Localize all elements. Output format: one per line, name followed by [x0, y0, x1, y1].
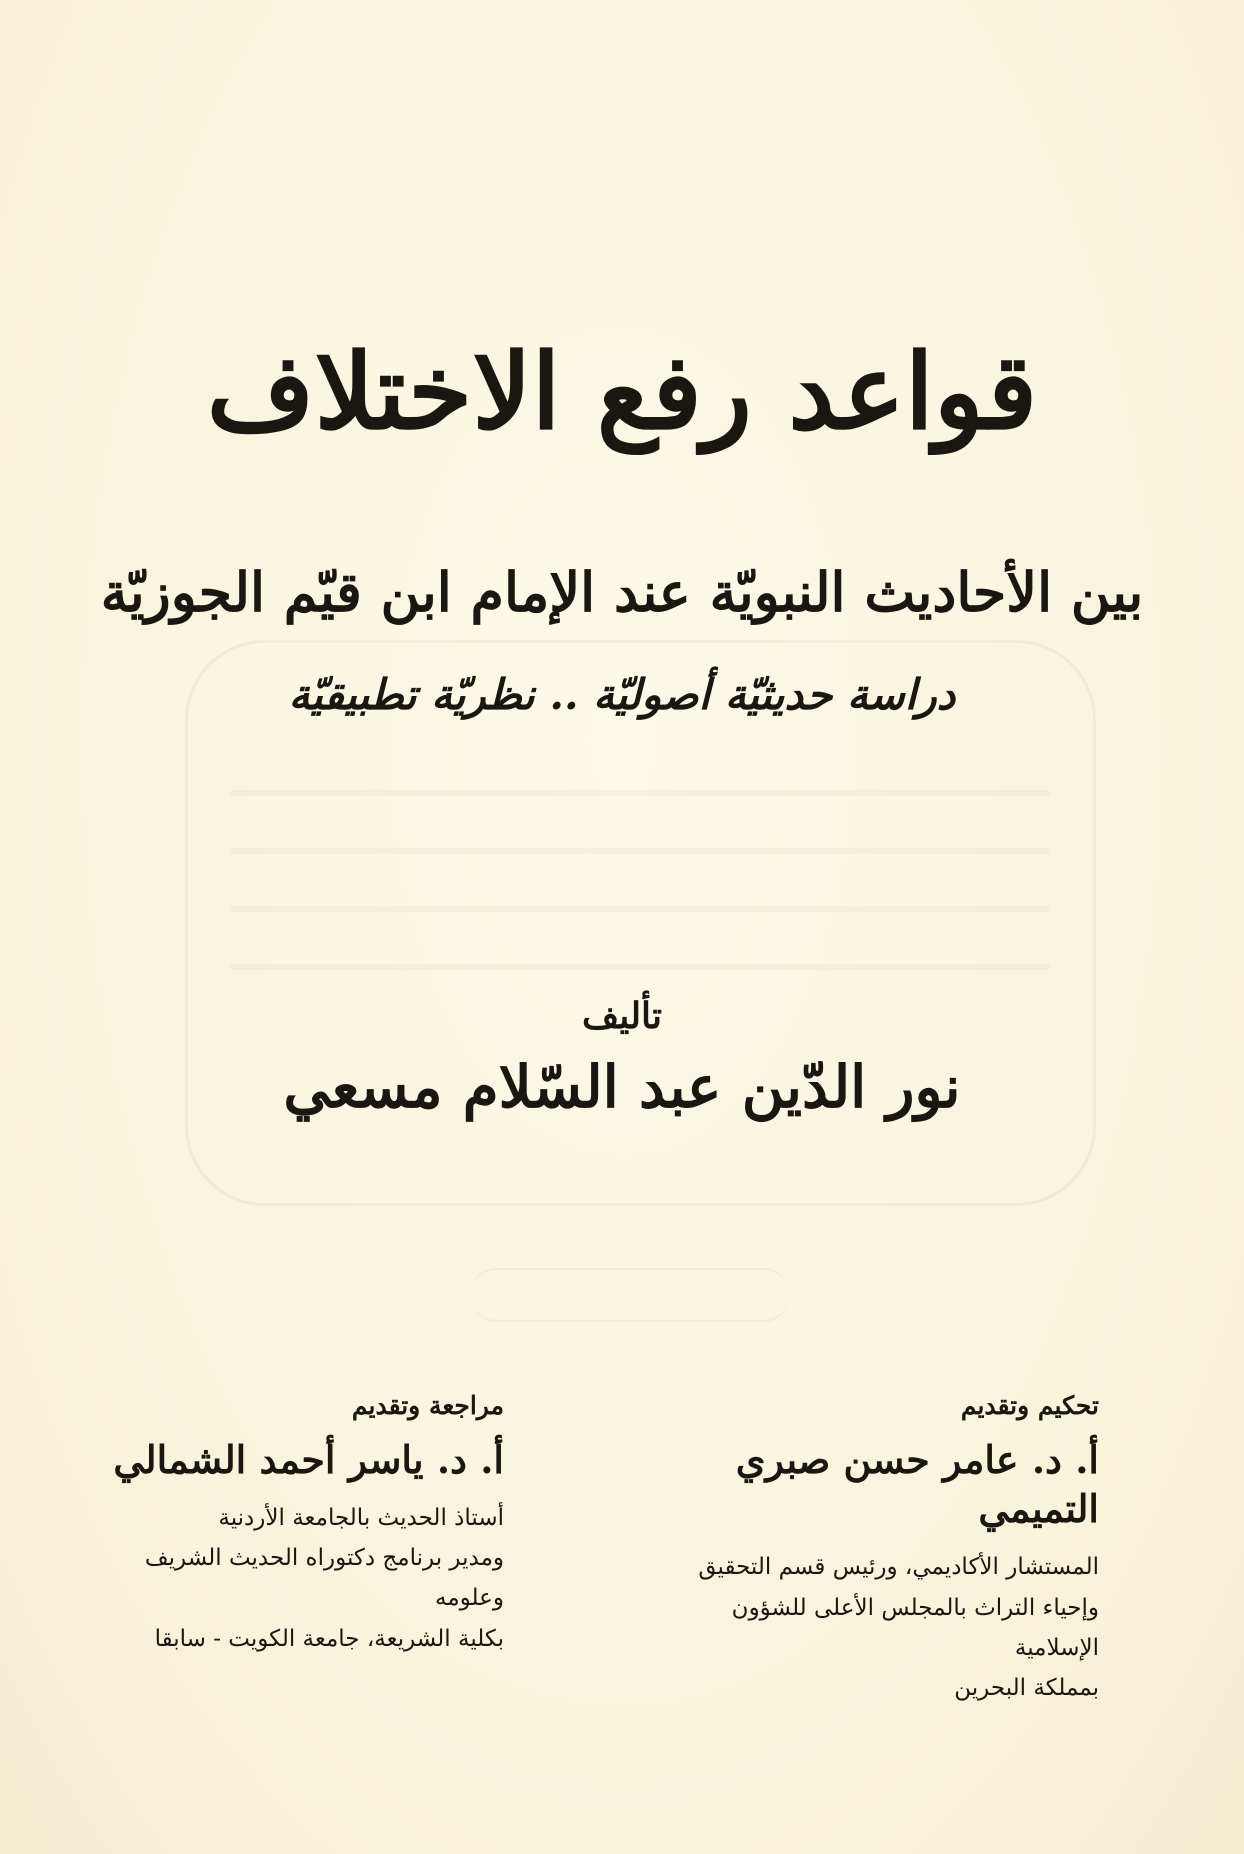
affiliation-line: أستاذ الحديث بالجامعة الأردنية [218, 1504, 504, 1531]
reviewer-block-right [679, 1390, 1099, 1708]
reviewer-name: أ. د. عامر حسن صبري التميمي [735, 1436, 1099, 1531]
reviewer-role: تحكيم وتقديم [960, 1391, 1099, 1420]
affiliation-line: بكلية الشريعة، جامعة الكويت - سابقا [154, 1625, 504, 1652]
affiliation-line: بمملكة البحرين [954, 1675, 1099, 1702]
affiliation-line: المستشار الأكاديمي، ورئيس قسم التحقيق [698, 1554, 1099, 1581]
reviewer-affiliation [104, 1498, 504, 1659]
reviewer-block-left [104, 1390, 504, 1659]
reviewer-affiliation [679, 1547, 1099, 1708]
show-through-ornament [470, 1268, 790, 1322]
affiliation-line: ومدير برنامج دكتوراه الحديث الشريف وعلومه [144, 1545, 504, 1612]
author-name: نور الدّين عبد السّلام مسعي [283, 1053, 961, 1121]
reviewer-name: أ. د. ياسر أحمد الشمالي [113, 1436, 504, 1482]
study-type: دراسة حديثيّة أصوليّة .. نظريّة تطبيقيّة [288, 670, 956, 719]
affiliation-line: وإحياء التراث بالمجلس الأعلى للشؤون الإسلامية [731, 1594, 1099, 1661]
book-title: قواعد رفع الاختلاف [206, 330, 1038, 453]
book-subtitle: بين الأحاديث النبويّة عند الإمام ابن قيّم الجوزيّة [100, 560, 1144, 624]
show-through-text [230, 790, 1050, 1022]
author-label: تأليف [581, 995, 663, 1037]
reviewer-role: مراجعة وتقديم [351, 1391, 504, 1420]
